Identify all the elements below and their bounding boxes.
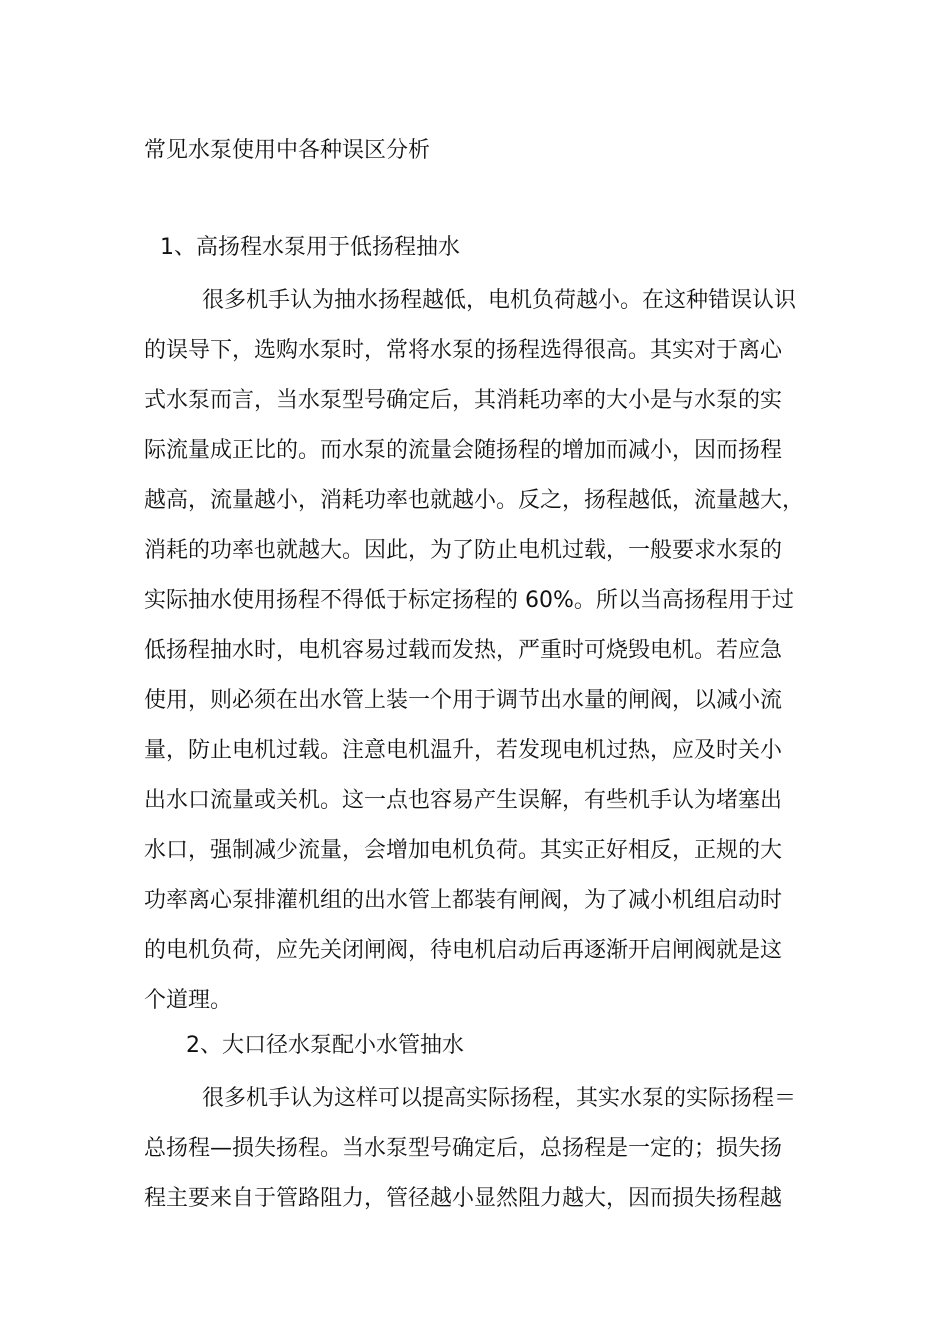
paragraph-line: 式水泵而言，当水泵型号确定后，其消耗功率的大小是与水泵的实 — [144, 388, 783, 413]
section-2-paragraph — [144, 1074, 824, 1224]
paragraph-line: 程主要来自于管路阻力，管径越小显然阻力越大，因而损失扬程越 — [144, 1186, 783, 1211]
paragraph-line: 消耗的功率也就越大。因此，为了防止电机过载，一般要求水泵的 — [144, 538, 783, 563]
paragraph-line: 际流量成正比的。而水泵的流量会随扬程的增加而减小，因而扬程 — [144, 438, 783, 463]
paragraph-line: 使用，则必须在出水管上装一个用于调节出水量的闸阀，以减小流 — [144, 688, 783, 713]
paragraph-line: 很多机手认为抽水扬程越低，电机负荷越小。在这种错误认识 — [202, 288, 797, 313]
paragraph-line: 量，防止电机过载。注意电机温升，若发现电机过热，应及时关小 — [144, 738, 783, 763]
paragraph-line: 出水口流量或关机。这一点也容易产生误解，有些机手认为堵塞出 — [144, 788, 783, 813]
paragraph-line: 低扬程抽水时，电机容易过载而发热，严重时可烧毁电机。若应急 — [144, 638, 783, 663]
paragraph-line: 实际抽水使用扬程不得低于标定扬程的 60%。所以当高扬程用于过 — [144, 588, 794, 613]
paragraph-line: 的误导下，选购水泵时，常将水泵的扬程选得很高。其实对于离心 — [144, 338, 783, 363]
paragraph-line: 总扬程—损失扬程。当水泵型号确定后，总扬程是一定的；损失扬 — [144, 1136, 783, 1161]
paragraph-line: 功率离心泵排灌机组的出水管上都装有闸阀，为了减小机组启动时 — [144, 888, 783, 913]
paragraph-line: 的电机负荷，应先关闭闸阀，待电机启动后再逐渐开启闸阀就是这 — [144, 938, 783, 963]
section-2-heading: 2、大口径水泵配小水管抽水 — [186, 1033, 464, 1058]
paragraph-line: 个道理。 — [144, 988, 233, 1013]
section-1-paragraph — [144, 276, 824, 1026]
paragraph-line: 越高，流量越小，消耗功率也就越小。反之，扬程越低，流量越大， — [144, 488, 805, 513]
document-title: 常见水泵使用中各种误区分析 — [144, 138, 431, 163]
paragraph-line: 很多机手认为这样可以提高实际扬程，其实水泵的实际扬程＝ — [202, 1086, 797, 1111]
section-1-heading: 1、高扬程水泵用于低扬程抽水 — [160, 235, 460, 260]
paragraph-line: 水口，强制减少流量，会增加电机负荷。其实正好相反，正规的大 — [144, 838, 783, 863]
